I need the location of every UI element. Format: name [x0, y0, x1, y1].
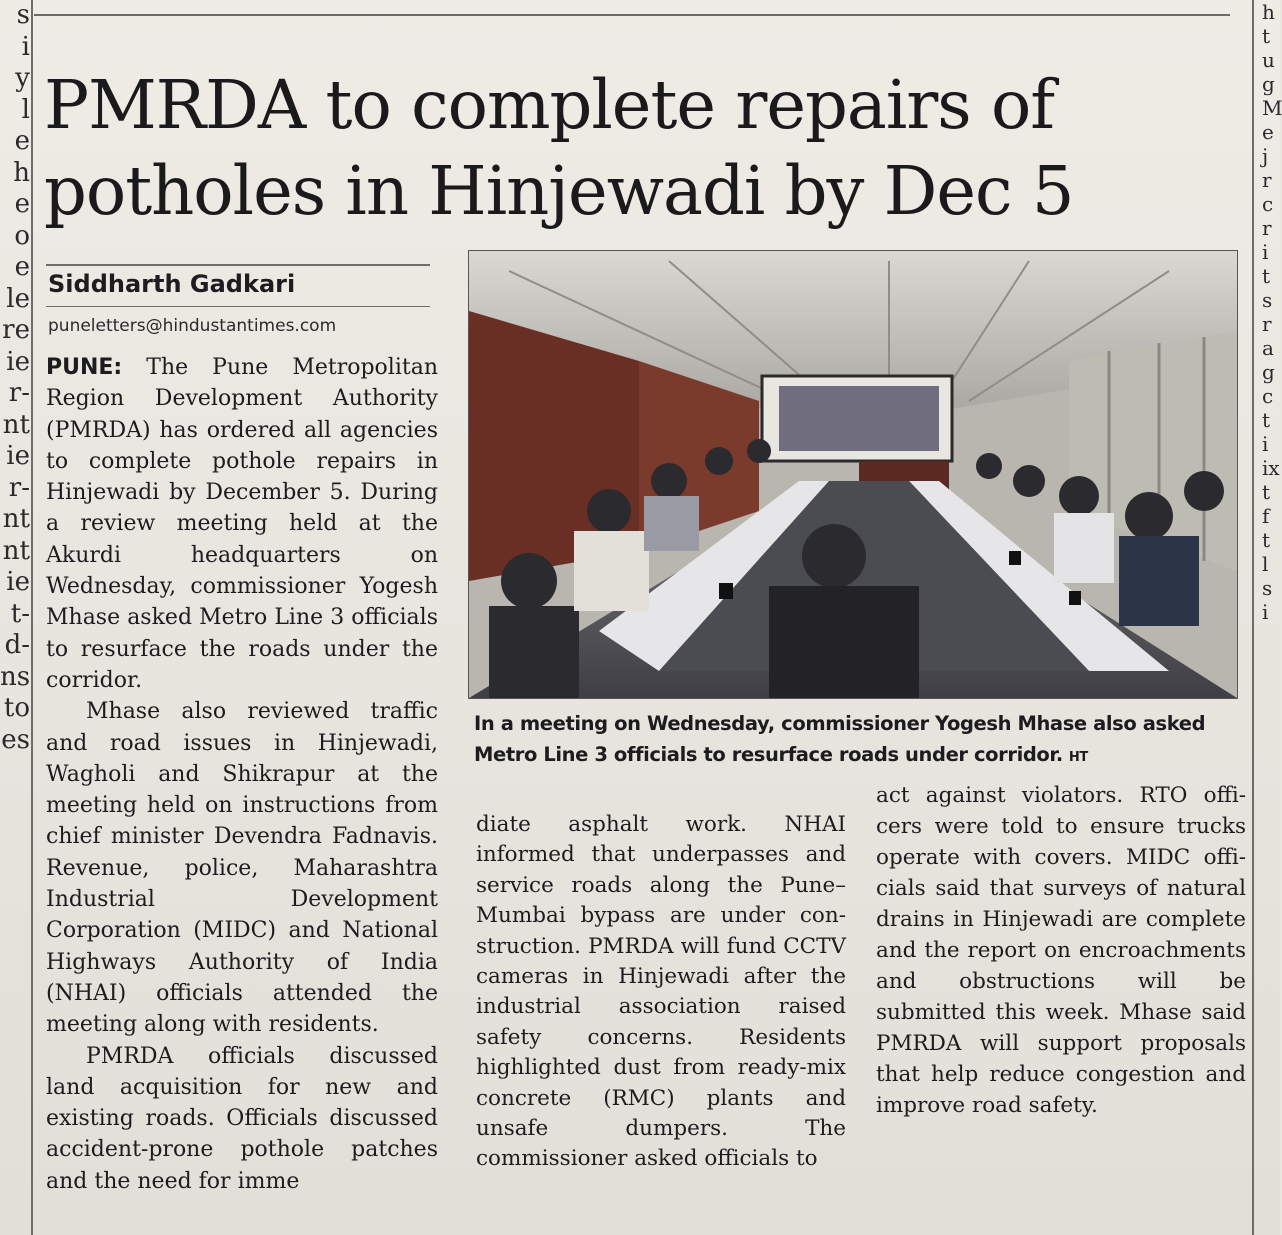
article-column-2	[476, 810, 846, 1175]
adjacent-right-fragment: e	[1262, 120, 1274, 144]
paragraph-2: Mhase also reviewed traffic and road issues in Hinjewadi, Wagholi and Shikrapur at the meeting held on instructions from chief minister Devendra Fadnavis. Revenue, police, Maharashtra Industrial Development Corporation (MIDC) and National Highways Authority of India (NHAI) officials attended the meeting along with residents.	[46, 699, 438, 1038]
adjacent-right-fragment: i	[1262, 600, 1269, 624]
adjacent-left-fragment: e	[14, 126, 30, 156]
adjacent-right-fragment: s	[1262, 288, 1273, 312]
adjacent-left-fragment: es	[1, 724, 30, 755]
adjacent-right-fragment: f	[1262, 504, 1270, 528]
adjacent-left-fragment: re	[2, 315, 30, 345]
adjacent-right-fragment: s	[1262, 576, 1273, 600]
adjacent-right-fragment: r	[1262, 312, 1272, 336]
article-column-3	[876, 780, 1246, 1121]
author-email: puneletters@hindustantimes.com	[48, 316, 337, 336]
adjacent-left-fragment: r-	[8, 378, 30, 408]
adjacent-left-fragment: ie	[6, 346, 30, 377]
column-rule-right	[1252, 0, 1254, 1235]
adjacent-left-fragment: l	[21, 94, 30, 125]
dateline: PUNE:	[46, 355, 123, 380]
adjacent-left-fragment: s	[16, 0, 30, 30]
adjacent-right-fragment: j	[1262, 144, 1269, 168]
adjacent-left-fragment: o	[14, 220, 30, 251]
adjacent-left-fragment: r-	[8, 472, 30, 503]
adjacent-right-fragment: M	[1262, 96, 1282, 120]
adjacent-right-fragment: l	[1262, 552, 1269, 576]
adjacent-right-fragment: t	[1262, 24, 1271, 48]
adjacent-right-fragment: a	[1262, 336, 1274, 360]
adjacent-column-right	[1262, 0, 1280, 1235]
adjacent-right-fragment: t	[1262, 264, 1271, 288]
adjacent-right-fragment: r	[1262, 168, 1272, 192]
photo-caption	[474, 708, 1244, 773]
adjacent-left-fragment: h	[13, 157, 30, 188]
adjacent-right-fragment: ix	[1262, 456, 1280, 480]
paragraph-3-continued: diate asphalt work. NHAI informed that underpasses and service roads along the Pune–Mumbai bypass are under construction. PMRDA will fund CCTV cameras in Hinjewadi after the industrial association raised safety concerns. Residents highlighted dust from ready-mix concrete (RMC) plants and unsafe dumpers. The commissioner asked officials to	[476, 812, 846, 1172]
adjacent-left-fragment: nt	[2, 535, 30, 566]
meeting-room-image	[469, 251, 1237, 698]
article-column-1	[46, 352, 438, 1197]
meeting-photo	[468, 250, 1238, 699]
adjacent-right-fragment: g	[1262, 72, 1275, 96]
adjacent-right-fragment: r	[1262, 216, 1272, 240]
adjacent-column-left	[0, 0, 30, 1235]
caption-text: In a meeting on Wednesday, commissioner Yogesh Mhase also asked Metro Line 3 officials to resurface roads under corridor.	[474, 712, 1206, 766]
adjacent-left-fragment: e	[14, 189, 30, 219]
adjacent-right-fragment: g	[1262, 360, 1275, 384]
adjacent-left-fragment: le	[6, 283, 30, 314]
top-rule	[34, 14, 1230, 16]
adjacent-right-fragment: i	[1262, 432, 1269, 456]
headline-line-1: PMRDA to complete repairs of	[44, 66, 1055, 144]
adjacent-right-fragment: t	[1262, 480, 1271, 504]
adjacent-right-fragment: c	[1262, 192, 1274, 216]
byline-rule	[46, 264, 430, 266]
adjacent-right-fragment: t	[1262, 528, 1271, 552]
adjacent-right-fragment: u	[1262, 48, 1275, 72]
adjacent-right-fragment: h	[1262, 0, 1275, 24]
paragraph-1	[46, 352, 438, 696]
headline-line-2: potholes in Hinjewadi by Dec 5	[44, 152, 1074, 230]
adjacent-left-fragment: nt	[2, 504, 30, 534]
adjacent-right-fragment: i	[1262, 240, 1269, 264]
adjacent-left-fragment: d-	[4, 630, 30, 660]
adjacent-left-fragment: e	[14, 252, 30, 282]
headline	[44, 62, 1244, 234]
column-rule-left	[31, 0, 33, 1235]
adjacent-right-fragment: t	[1262, 408, 1271, 432]
paragraph-3: PMRDA officials discussed land acquisition for new and existing roads. Officials discussed accident-prone pothole patches and the need for imme	[46, 1043, 438, 1194]
byline: Siddharth Gadkari	[48, 270, 296, 298]
adjacent-left-fragment: ie	[6, 441, 30, 471]
adjacent-left-fragment: ie	[6, 567, 30, 597]
paragraph-1-text: The Pune Metropolitan Region Development Authority (PMRDA) has ordered all agencies to complete pothole repairs in Hinjewadi by December 5. During a review meeting held at the Akurdi headquarters on Wednesday, commissioner Yogesh Mhase asked Metro Line 3 officials to resurface the roads under the corridor.	[46, 355, 439, 693]
adjacent-left-fragment: nt	[2, 409, 30, 440]
photo-credit: HT	[1068, 750, 1088, 765]
adjacent-right-fragment: c	[1262, 384, 1274, 408]
adjacent-left-fragment: y	[15, 63, 30, 93]
adjacent-left-fragment: i	[21, 31, 30, 62]
email-rule	[46, 306, 430, 307]
adjacent-left-fragment: t-	[10, 598, 30, 629]
paragraph-3-end: act against violators. RTO officers were told to ensure trucks operate with covers. MIDC officials said that surveys of natural drains in Hinjewadi are complete and the report on encroachments and obstructions will be submitted this week. Mhase said PMRDA will support proposals that help reduce congestion and improve road safety.	[876, 783, 1246, 1118]
adjacent-left-fragment: to	[3, 693, 30, 723]
adjacent-left-fragment: ns	[0, 661, 31, 692]
